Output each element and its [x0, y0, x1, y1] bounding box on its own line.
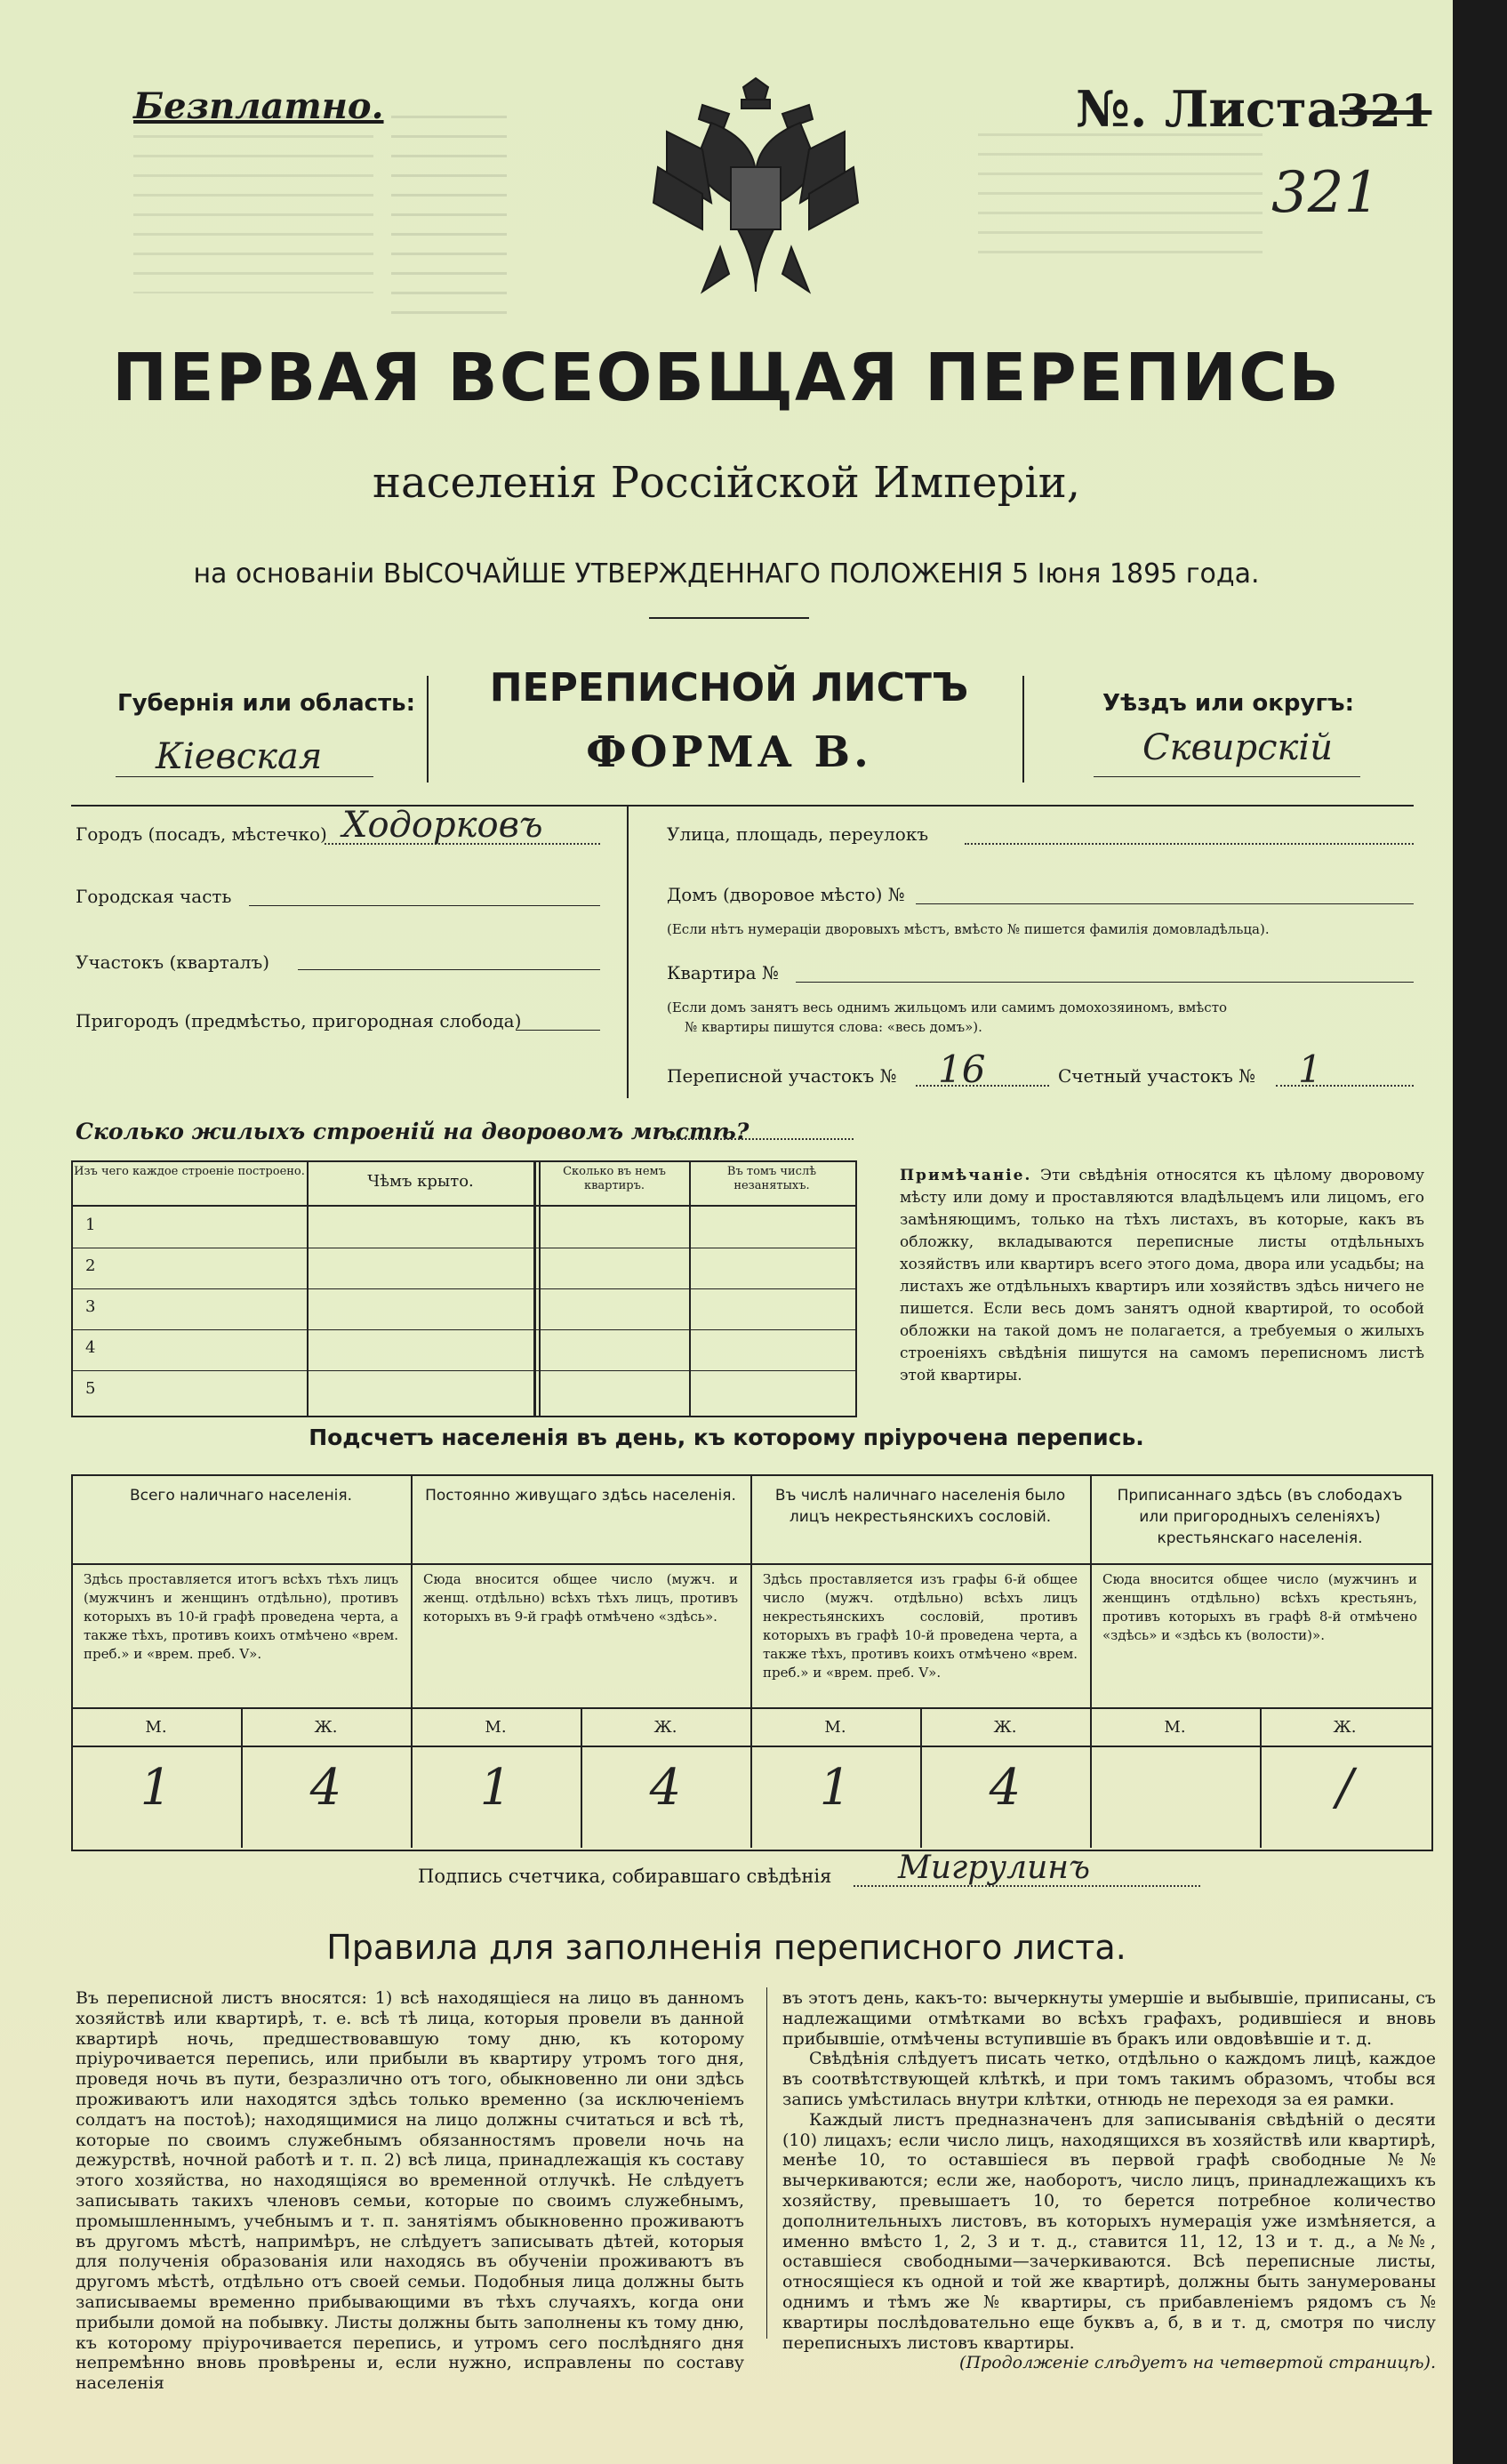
sheet-number-text: №. Листа — [1076, 80, 1339, 139]
note — [900, 1165, 1424, 1387]
tally-female-value: 4 — [649, 1759, 682, 1817]
apartment-line — [796, 982, 1414, 983]
district-line — [298, 969, 600, 970]
rules-left-text: Въ переписной листъ вносятся: 1) всѣ находящіеся на лицо въ данномъ хозяйствѣ или квартирѣ, т. е. всѣ тѣ лица, которыя провели въ данной квартирѣ ночь, предшествовавшую тому дню, къ которому пріурочивается перепись, или прибыли въ квартиру утромъ того дня, проведя ночь въ пути, безразлично отъ того, обыкновенно ли они здѣсь проживаютъ или находятся здѣсь только временно (за исключеніемъ солдатъ на постоѣ); находящимися на лицо должны считаться и всѣ тѣ, которые по своимъ служебнымъ обязанностямъ провели ночь на дежурствѣ, ночной работѣ и т. п. 2) всѣ лица, принадлежащія къ составу этого хозяйства, но находящіяся во временной отлучкѣ. Не слѣдуетъ записывать такихъ членовъ семьи, которые по своимъ служебнымъ, промышленнымъ, учебнымъ и т. п. занятіямъ обыкновенно проживаютъ въ другомъ мѣстѣ, напримѣръ, не слѣдуетъ записывать дѣтей, которыя для полученія образованія или находясь въ обученіи проживаютъ въ другомъ мѣстѣ, отдѣльно отъ своей семьи. Подобныя лица должны быть записываемы временно прибывающими въ тѣхъ случаяхъ, когда они прибыли домой на побывку. Листы должны быть заполнены къ тому дню, къ которому пріурочивается перепись, и утромъ сего послѣдняго дня непремѣнно вновь провѣрены и, если нужно, исправлены по составу населенія — [76, 1988, 744, 2394]
tally-col-desc: Здѣсь проставляется изъ графы 6-й общее число (мужч. отдѣльно) всѣхъ лицъ некрестьянскихъ сословій, противъ которыхъ въ графѣ 10-й проведена черта, а также тѣхъ, противъ коихъ отмѣчено «врем. преб.» и «врем. преб. V». — [763, 1571, 1078, 1681]
list-title: ПЕРЕПИСНОЙ ЛИСТЪ — [489, 665, 969, 710]
sheet-number-handwritten: 321 — [1271, 160, 1381, 226]
tally-mf-divider — [241, 1707, 243, 1848]
buildings-row-number: 4 — [85, 1338, 96, 1357]
signature-value: Мигрулинъ — [898, 1850, 1090, 1886]
tally-female-label: Ж. — [653, 1718, 677, 1737]
tally-male-label: М. — [145, 1718, 167, 1737]
tally-col-desc: Сюда вносится общее число (мужчинъ и женщинъ отдѣльно) всѣхъ крестьянъ, противъ которыхъ въ графѣ 8-й отмѣчено «здѣсь» и «здѣсь къ (волости)». — [1102, 1571, 1417, 1643]
buildings-question: Сколько жилыхъ строеній на дворовомъ мѣстѣ? — [76, 1119, 749, 1144]
tally-col-head: Всего наличнаго населенія. — [129, 1487, 353, 1505]
tally-row-rule — [71, 1746, 1433, 1747]
uezd-value: Сквирскій — [1142, 727, 1333, 768]
rules-right — [782, 1988, 1436, 2373]
show-through-text — [133, 116, 373, 293]
count-district-line — [1276, 1085, 1414, 1087]
suburb-line — [516, 1030, 600, 1031]
suburb-label: Пригородъ (предмѣстьо, пригородная слобода) — [76, 1010, 522, 1031]
buildings-row-rule — [71, 1329, 857, 1330]
buildings-row-number: 1 — [85, 1216, 96, 1234]
form-title: ФОРМА В. — [586, 727, 872, 777]
tally-col-head: Въ числѣ наличнаго населенія было лицъ некрестьянскихъ сословій. — [774, 1487, 1066, 1526]
tally-female-label: Ж. — [1333, 1718, 1357, 1737]
count-district-value: 1 — [1298, 1047, 1322, 1091]
address-top-rule — [71, 805, 1414, 807]
census-district-value: 16 — [938, 1047, 986, 1091]
buildings-row-rule — [71, 1370, 857, 1371]
tally-mf-divider — [581, 1707, 582, 1848]
buildings-line — [667, 1138, 854, 1140]
buildings-row-number: 5 — [85, 1379, 96, 1398]
sheet-number-label — [1076, 80, 1431, 139]
gubernia-line — [116, 776, 373, 777]
city-label: Городъ (посадъ, мѣстечко) — [76, 823, 327, 845]
rules-divider — [766, 1987, 767, 2339]
apartment-label: Квартира № — [667, 962, 779, 983]
house-label: Домъ (дворовое мѣсто) № — [667, 884, 905, 905]
tally-mf-divider — [920, 1707, 922, 1848]
note-text: Эти свѣдѣнія относятся къ цѣлому дворовому мѣсту или дому и проставляются владѣльцемъ или лицомъ, его замѣняющимъ, только на тѣхъ листахъ, въ которые, какъ въ обложку, вкладываются переписные листы отдѣльныхъ хозяйствъ или квартиръ всего этого дома, двора или усадьбы; на листахъ же отдѣльныхъ квартиръ или хозяйствъ здѣсь ничего не пишется. Если весь домъ занятъ одной квартирой, то особой обложки на такой домъ не полагается, а требуемыя о жилыхъ строеніяхъ свѣдѣнія пишутся на самомъ переписномъ листѣ этой квартиры. — [900, 1167, 1424, 1384]
uezd-label: Уѣздъ или округъ: — [1102, 690, 1354, 717]
note-head: Примѣчаніе. — [900, 1167, 1032, 1184]
sheet-number-print: 321 — [1339, 84, 1432, 137]
tally-male-value: 1 — [140, 1759, 172, 1817]
tally-female-label: Ж. — [993, 1718, 1017, 1737]
main-title: ПЕРВАЯ ВСЕОБЩАЯ ПЕРЕПИСЬ — [112, 340, 1341, 416]
tally-male-value: 1 — [479, 1759, 512, 1817]
tally-col-divider — [1090, 1474, 1092, 1848]
tally-male-value: 1 — [819, 1759, 852, 1817]
house-line — [916, 903, 1414, 904]
buildings-col-roof: Чѣмъ крыто. — [367, 1172, 474, 1191]
double-headed-eagle-emblem — [649, 69, 862, 318]
gubernia-label: Губернія или область: — [117, 690, 415, 717]
rules-continued: (Продолженіе слѣдуетъ на четвертой страницѣ). — [959, 2353, 1436, 2373]
tally-row-rule — [71, 1707, 1433, 1709]
district-label: Участокъ (кварталъ) — [76, 951, 269, 973]
uezd-line — [1094, 776, 1360, 777]
address-divider — [627, 805, 629, 1098]
show-through-text — [978, 133, 1263, 267]
tally-col-desc: Здѣсь проставляется итогъ всѣхъ тѣхъ лицъ (мужчинъ и женщинъ отдѣльно), противъ которыхъ въ 10-й графѣ проведена черта, а также тѣхъ, противъ коихъ отмѣчено «врем. преб.» и «врем. преб. V». — [84, 1571, 398, 1662]
tally-female-label: Ж. — [314, 1718, 338, 1737]
subtitle: населенія Россійской Имперіи, — [373, 458, 1080, 508]
count-district-label: Счетный участокъ № — [1058, 1065, 1256, 1087]
city-value: Ходорковъ — [342, 805, 543, 846]
buildings-header-rule — [71, 1205, 857, 1207]
tally-row-rule — [71, 1563, 1433, 1565]
part-label: Городская часть — [76, 886, 232, 907]
tally-male-label: М. — [1164, 1718, 1186, 1737]
census-district-label: Переписной участокъ № — [667, 1065, 897, 1087]
buildings-col-vacant: Въ томъ числѣ незанятыхъ. — [726, 1165, 817, 1192]
signature-label: Подпись счетчика, собиравшаго свѣдѣнія — [418, 1866, 832, 1887]
basis-line: на основаніи ВЫСОЧАЙШЕ УТВЕРЖДЕННАГО ПОЛОЖЕНІЯ 5 Іюня 1895 года. — [193, 558, 1260, 590]
tally-female-value: / — [1336, 1759, 1353, 1817]
part-line — [249, 905, 600, 906]
tally-title: Подсчетъ населенія въ день, къ которому пріурочена перепись. — [309, 1425, 1144, 1450]
rules-title: Правила для заполненія переписного листа. — [326, 1928, 1126, 1967]
gubernia-value: Кіевская — [156, 736, 323, 777]
tally-col-head: Приписаннаго здѣсь (въ слободахъ или пригородныхъ селеніяхъ) крестьянскаго населенія. — [1117, 1487, 1403, 1547]
buildings-col-apartments: Сколько въ немъ квартиръ. — [563, 1165, 666, 1192]
show-through-text — [391, 116, 507, 320]
rules-right-1: въ этотъ день, какъ-то: вычеркнуты умершіе и выбывшіе, приписаны, съ надлежащими отмѣтками во всѣхъ графахъ, родившіеся и вновь прибывшіе, отмѣчены вступившіе въ бракъ или овдовѣвшіе и т. д. — [782, 1988, 1436, 2049]
apartment-note-1: (Если домъ занятъ весь однимъ жильцомъ или самимъ домохозяиномъ, вмѣсто — [667, 999, 1228, 1015]
house-note: (Если нѣтъ нумераціи дворовыхъ мѣстъ, вмѣсто № пишется фамилія домовладѣльца). — [667, 921, 1270, 937]
free-label: Безплатно. — [133, 85, 384, 127]
buildings-row-number: 3 — [85, 1297, 96, 1316]
apartment-note-2: № квартиры пишутся слова: «весь домъ»). — [685, 1019, 982, 1035]
rules-right-2: Свѣдѣнія слѣдуетъ писать четко, отдѣльно о каждомъ лицѣ, каждое въ соотвѣтствующей клѣткѣ, и при томъ такимъ образомъ, чтобы вся запись умѣстилась внутри клѣтки, отнюдь не переходя за ея рамки. — [782, 2049, 1436, 2109]
tally-male-label: М. — [485, 1718, 507, 1737]
buildings-row-number: 2 — [85, 1256, 96, 1275]
street-label: Улица, площадь, переулокъ — [667, 823, 929, 845]
tally-col-desc: Сюда вносится общее число (мужч. и женщ. отдѣльно) всѣхъ тѣхъ лицъ, противъ которыхъ въ 9-й графѣ отмѣчено «здѣсь». — [423, 1571, 738, 1625]
divider — [649, 617, 809, 619]
tally-male-label: М. — [824, 1718, 846, 1737]
tally-female-value: 4 — [309, 1759, 342, 1817]
rules-right-3: Каждый листъ предназначенъ для записыванія свѣдѣній о десяти (10) лицахъ; если число лицъ, находящихся въ хозяйствѣ или квартирѣ, менѣе 10, то оставшіеся въ первой графѣ свободные №№ вычеркиваются; если же, наоборотъ, число лицъ, принадлежащихъ къ хозяйству, превышаетъ 10, то берется потребное количество дополнительныхъ листовъ, въ которыхъ нумерація уже измѣняется, а именно вмѣсто 1, 2, 3 и т. д., ставится 11, 12, 13 и т. д., а №№, оставшіеся свободными—зачеркиваются. Всѣ переписные листы, относящіеся къ одной и той же квартирѣ, должны быть занумерованы однимъ и тѣмъ же № квартиры, съ прибавленіемъ рядомъ съ № квартиры послѣдовательно еще буквъ а, б, в и т. д, смотря по числу переписныхъ листовъ квартиры. — [782, 2109, 1436, 2353]
tally-female-value: 4 — [989, 1759, 1022, 1817]
street-line — [965, 843, 1414, 845]
tally-col-head: Постоянно живущаго здѣсь населенія. — [425, 1487, 736, 1505]
buildings-col-material: Изъ чего каждое строеніе построено. — [74, 1165, 305, 1178]
tally-mf-divider — [1260, 1707, 1262, 1848]
buildings-row-rule — [71, 1288, 857, 1289]
